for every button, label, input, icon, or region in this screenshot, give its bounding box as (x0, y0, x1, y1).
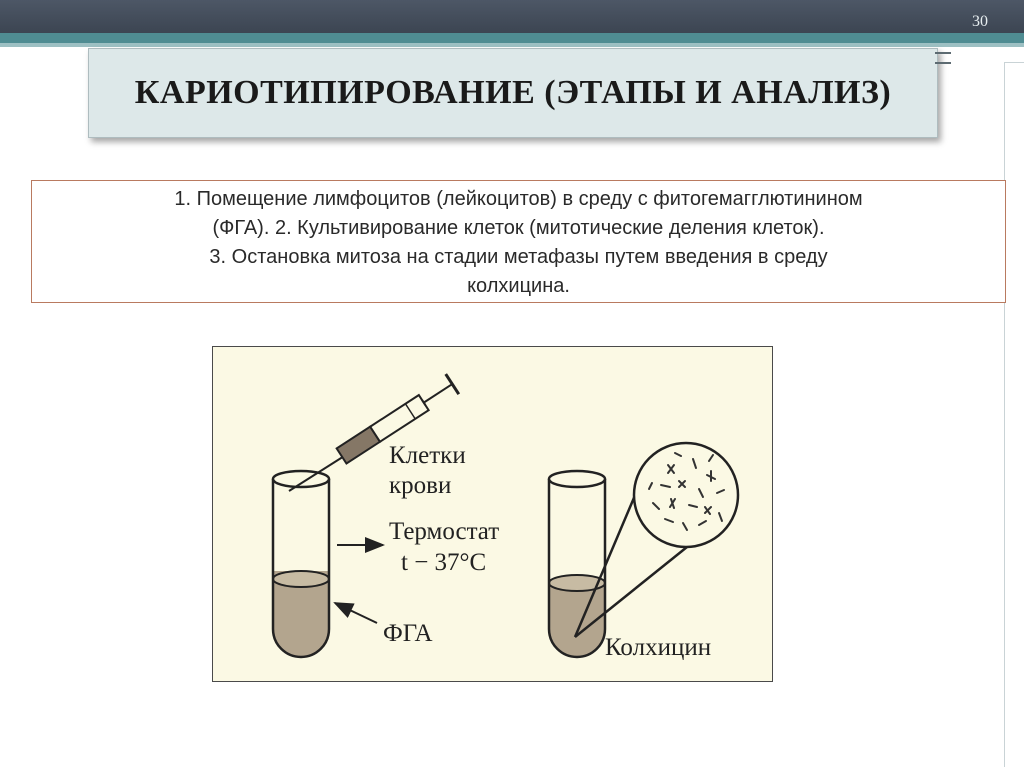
label-pha: ФГА (383, 620, 433, 647)
steps-line-2: (ФГА). 2. Культивирование клеток (митотические деления клеток). (212, 217, 825, 239)
label-blood-cells-line1: Клетки (389, 442, 466, 469)
figure-illustration (213, 347, 772, 681)
top-bar (0, 0, 1024, 33)
steps-line-1: 1. Помещение лимфоцитов (лейкоцитов) в среду с фитогемагглютинином (174, 188, 863, 210)
accent-stripe-light (0, 43, 1024, 47)
label-blood-cells-line2: крови (389, 472, 452, 499)
test-tube-left (273, 471, 329, 657)
steps-text (32, 185, 1005, 301)
magnified-cell-circle (634, 443, 738, 547)
steps-line-3: 3. Остановка митоза на стадии метафазы путем введения в среду (209, 246, 828, 268)
slide-number: 30 (972, 13, 988, 30)
label-blood-cells (389, 443, 466, 498)
label-temperature: t − 37°C (401, 549, 487, 576)
title-box (88, 48, 938, 138)
steps-text-box (31, 180, 1006, 303)
decor-dash (935, 52, 951, 54)
label-thermostat: Термостат (389, 518, 500, 545)
label-colchicine: Колхицин (605, 634, 712, 661)
arrow-pha (335, 603, 377, 623)
frame-line-top (1004, 62, 1024, 63)
frame-line (1004, 62, 1005, 767)
steps-line-4: колхицина. (467, 275, 570, 297)
decor-dash (935, 62, 951, 64)
slide-title: КАРИОТИПИРОВАНИЕ (ЭТАПЫ И АНАЛИЗ) (134, 74, 892, 111)
karyotyping-figure (212, 346, 773, 682)
accent-stripe (0, 33, 1024, 43)
